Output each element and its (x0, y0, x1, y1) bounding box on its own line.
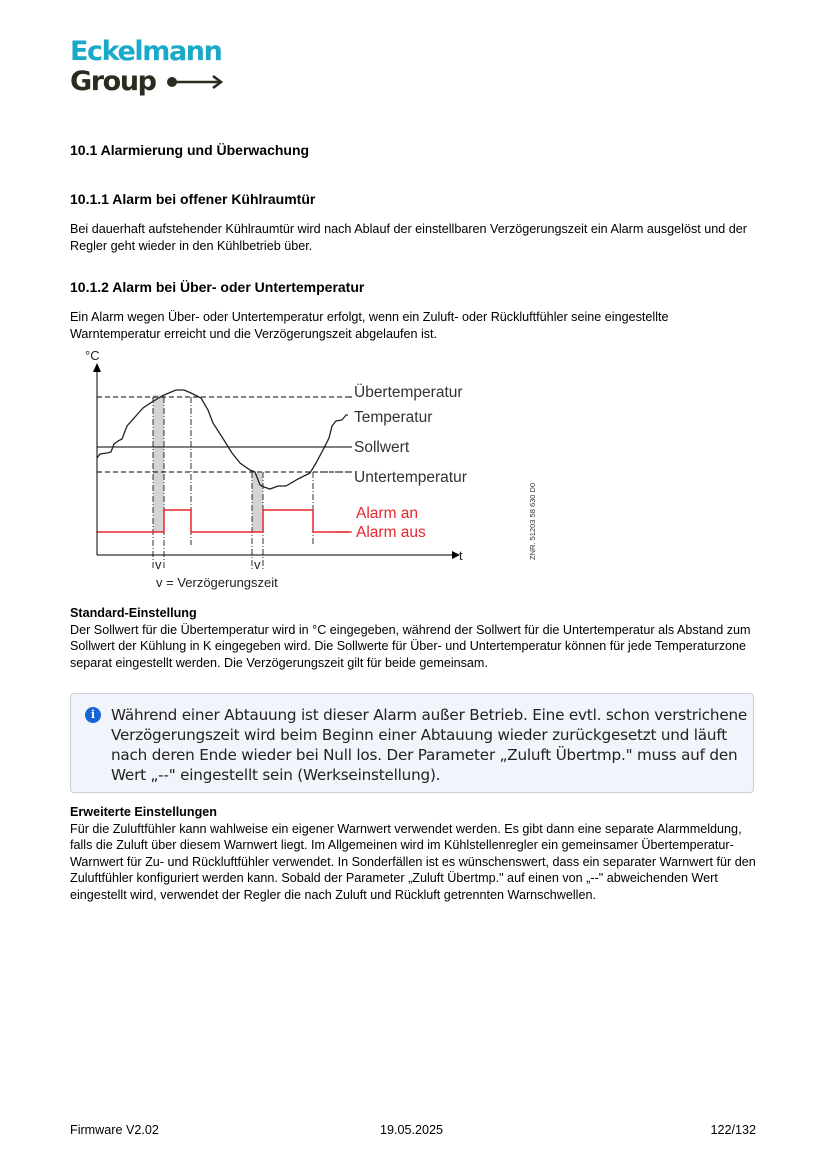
arrow-right-icon (166, 67, 224, 97)
alarm-timing-diagram (80, 345, 550, 595)
section-title: 10.1 Alarmierung und Überwachung (70, 142, 310, 158)
info-icon: i (85, 707, 101, 723)
info-note-text: Während einer Abtauung ist dieser Alarm außer Betrieb. Eine evtl. schon verstrichene Verzögerungszeit wird beim Beginn einer Abtauung wieder zurückgesetzt und läuft nach deren Ende wieder bei Null los. Der Parameter „Zuluft Übertmp." muss auf den Wert „--" eingestellt sein (Werkseinstellung). (111, 706, 748, 784)
extended-settings-block (70, 804, 760, 903)
footer-firmware: Firmware V2.02 (70, 1123, 159, 1137)
paragraph-door-alarm: Bei dauerhaft aufstehender Kühlraumtür wird nach Ablauf der einstellbaren Verzögerungszeit ein Alarm ausgelöst und der Regler geht wieder in den Kühlbetrieb über. (70, 222, 747, 253)
delay-marker-1: v (155, 557, 162, 572)
label-alarm-on: Alarm an (356, 505, 419, 522)
delay-marker-2: v (254, 557, 261, 572)
label-temperature: Temperatur (354, 409, 433, 426)
subsection-title-temperature-alarm: 10.1.2 Alarm bei Über- oder Untertemperatur (70, 279, 365, 295)
logo-line-group (70, 67, 224, 97)
subsection-title-door-alarm: 10.1.1 Alarm bei offener Kühlraumtür (70, 191, 316, 207)
label-undertemperature: Untertemperatur (354, 469, 467, 486)
x-axis-label: t (459, 548, 463, 563)
label-overtemperature: Übertemperatur (354, 384, 463, 401)
extended-settings-heading: Erweiterte Einstellungen (70, 805, 217, 819)
standard-settings-block (70, 605, 760, 671)
drawing-reference: ZNR. 51203 58 630 D0 (528, 482, 537, 560)
label-setpoint: Sollwert (354, 439, 410, 456)
footer-date: 19.05.2025 (380, 1123, 444, 1137)
label-alarm-off: Alarm aus (356, 524, 426, 541)
info-note (70, 693, 754, 793)
extended-settings-text: Für die Zuluftfühler kann wahlweise ein eigener Warnwert verwendet werden. Es gibt dann eine separate Alarmmeldung, falls die Zuluft über diesem Warnwert liegt. Im Allgemeinen wird im Kühlstellenregler ein gemeinsamer Übertemperatur-Warnwert für Zu- und Rückluftfühler verwendet. In Sonderfällen ist es wünschenswert, dass ein separater Warnwert für den Zuluftfühler konfiguriert werden kann. Sobald der Parameter „Zuluft Übertmp." auf einen von „--" abweichenden Wert eingestellt wird, verwendet der Regler die nach Zuluft und Rückluft getrennten Warnschwellen. (70, 821, 756, 902)
y-axis-label: °C (85, 348, 100, 363)
paragraph-temperature-alarm: Ein Alarm wegen Über- oder Untertemperatur erfolgt, wenn ein Zuluft- oder Rückluftfühler seine eingestellte Warntemperatur erreicht und die Verzögerungszeit abgelaufen ist. (70, 310, 669, 341)
footer-page-number: 122/132 (710, 1123, 756, 1137)
logo-text-group: Group (70, 66, 156, 97)
standard-settings-text: Der Sollwert für die Übertemperatur wird in °C eingegeben, während der Sollwert für die Untertemperatur als Abstand zum Sollwert der Kühlung in K eingegeben wird. Die Sollwerte für Über- und Untertemperatur können für jede Temperaturzone separat eingestellt werden. Die Verzögerungszeit gilt für beide gemeinsam. (70, 622, 751, 670)
logo-text-eckelmann: Eckelmann (70, 36, 222, 67)
delay-legend: v = Verzögerungszeit (156, 575, 278, 590)
standard-settings-heading: Standard-Einstellung (70, 606, 197, 620)
company-logo (70, 37, 224, 97)
